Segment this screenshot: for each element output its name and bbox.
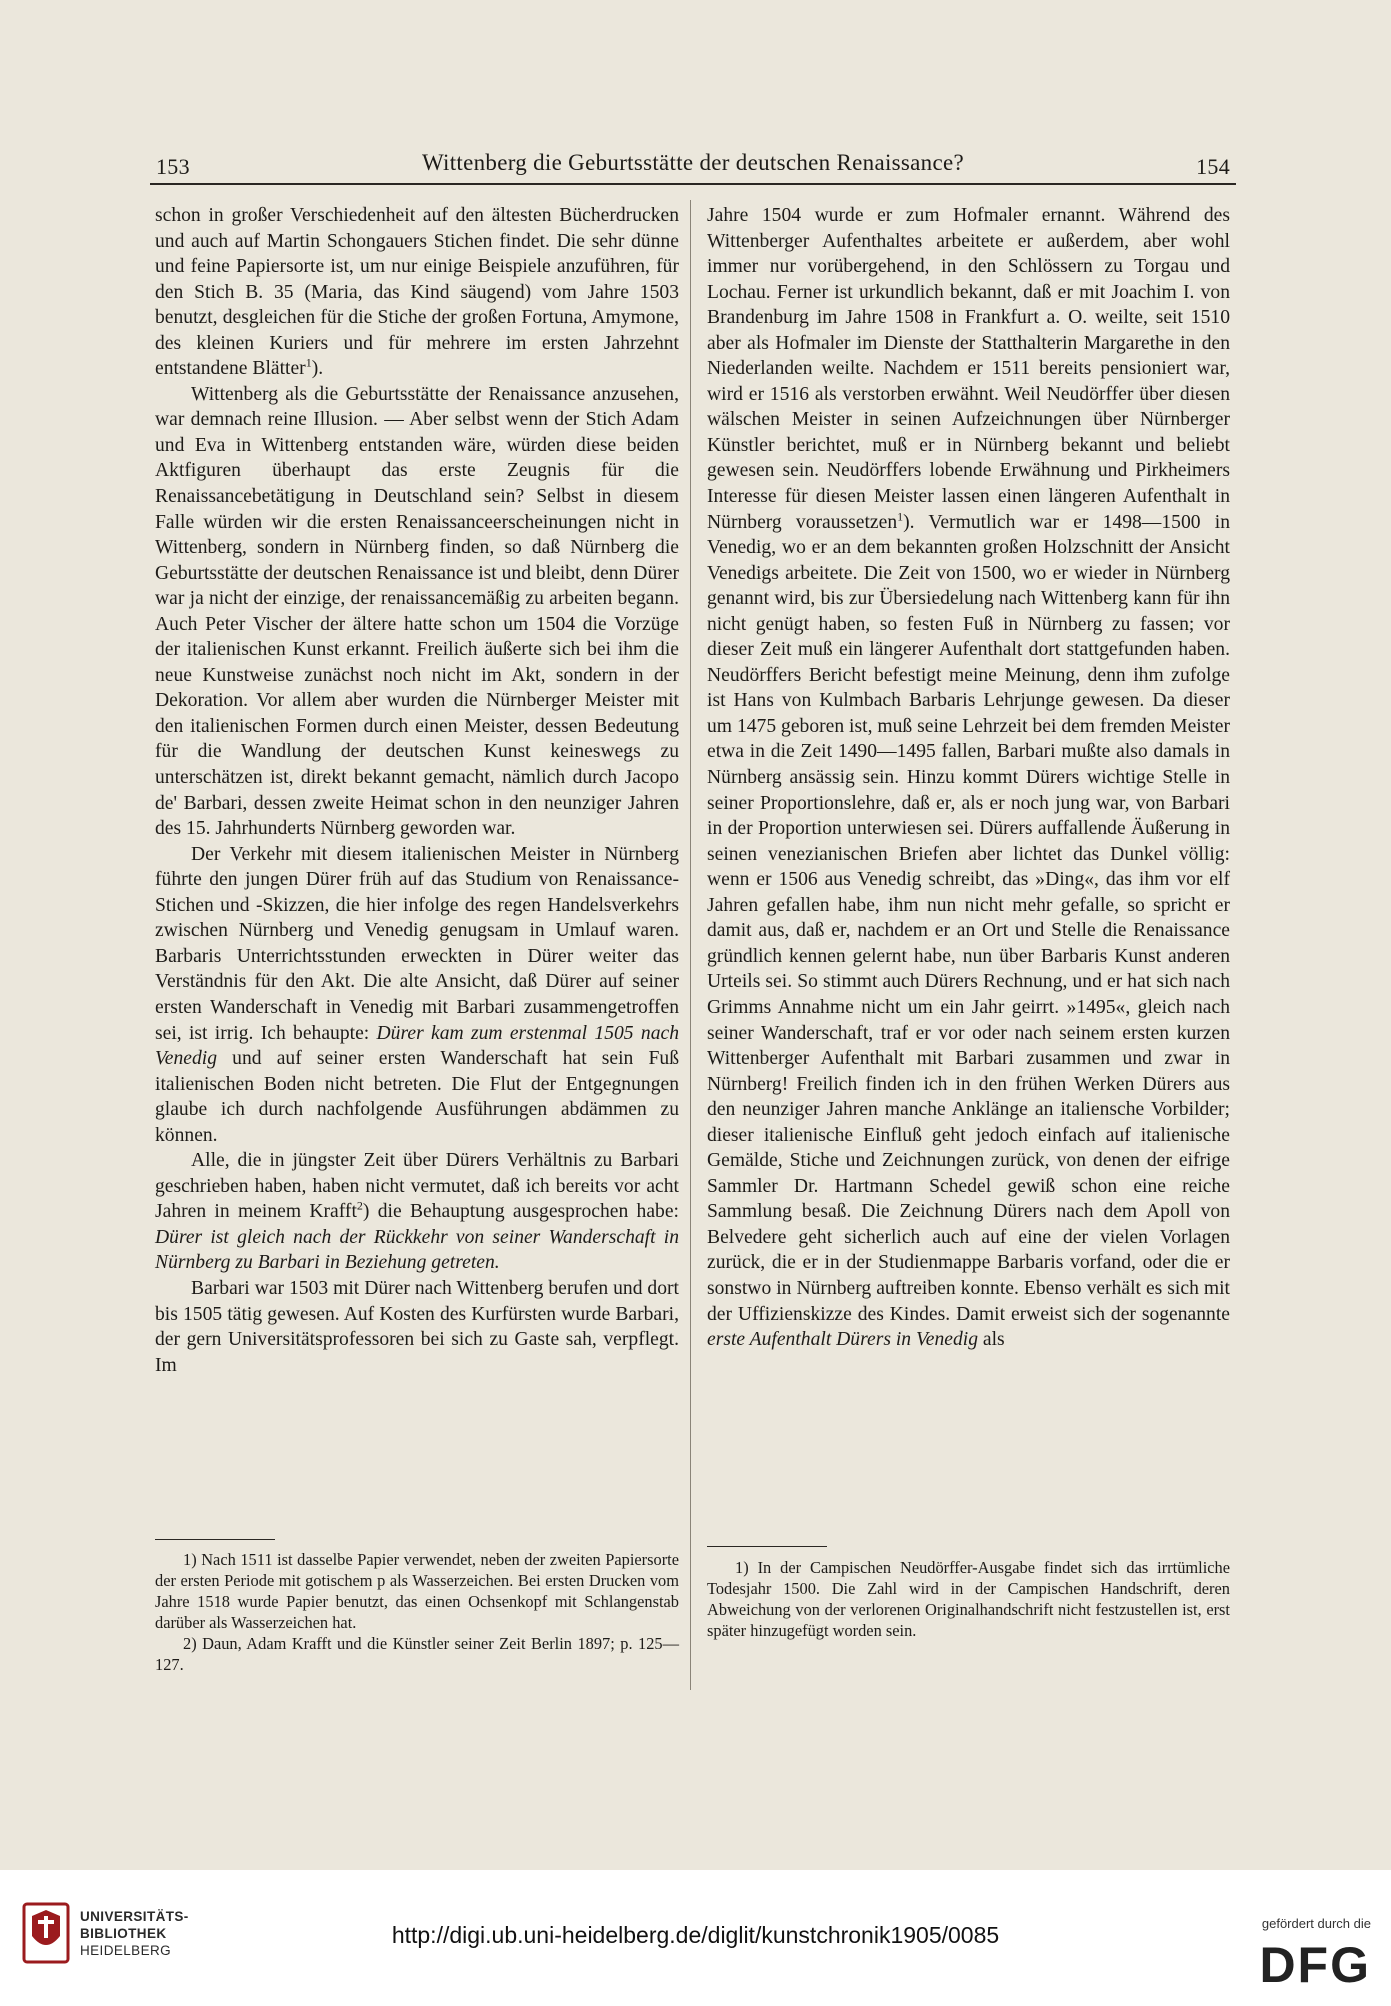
paragraph: Der Verkehr mit diesem italienischen Meister in Nürnberg führte den jungen Dürer früh auf das Studium von Renaissance-Stichen und -Skizzen, die hier infolge des regen Handelsverkehrs zwischen Nürnberg und Venedig genugsam in Umlauf waren. Barbaris Unterrichtsstunden erweckten in Dürer weiter das Verständnis für den Akt. Die alte Ansicht, daß Dürer auf seiner ersten Wanderschaft in Venedig mit Barbari zusammengetroffen sei, ist irrig. Ich behaupte: Dürer kam zum erstenmal 1505 nach Venedig und auf seiner ersten Wanderschaft hat sein Fuß italienischen Boden nicht betreten. Die Flut der Entgegnungen glaube ich durch nachfolgende Ausführungen abdämmen zu können.: [155, 843, 679, 1146]
emphasis: Dürer kam zum erstenmal 1505 nach Venedig: [155, 1022, 679, 1070]
footnotes-right: [707, 1557, 1230, 1641]
library-name: UNIVERSITÄTS- BIBLIOTHEK HEIDELBERG: [80, 1909, 189, 1958]
paragraph: Barbari war 1503 mit Dürer nach Wittenberg berufen und dort bis 1505 tätig gewesen. Auf Kosten des Kurfürsten wurde Barbari, der gern Universitätsprofessoren bei sich zu Gaste sah, verpflegt. Im: [155, 1277, 679, 1376]
footnote: 1) Nach 1511 ist dasselbe Papier verwendet, neben der zweiten Papiersorte der ersten Periode mit gotischem p als Wasserzeichen. Bei ersten Drucken vom Jahre 1518 wurde Papier benutzt, das einen Ochsenkopf mit Schlangenstab darüber als Wasserzeichen hat.: [155, 1550, 679, 1632]
left-column: [155, 203, 679, 1378]
paragraph: Alle, die in jüngster Zeit über Dürers Verhältnis zu Barbari geschrieben haben, haben nicht vermutet, daß ich bereits vor acht Jahren in meinem Krafft$^2$) die Behauptung ausgesprochen habe: Dürer ist gleich nach der Rückkehr von seiner Wanderschaft in Nürnberg zu Barbari in Beziehung getreten.: [155, 1150, 679, 1274]
paragraph: Jahre 1504 wurde er zum Hofmaler ernannt. Während des Wittenberger Aufenthaltes arbeitete er außerdem, aber wohl immer nur vorübergehend, in den Schlössern zu Torgau und Lochau. Ferner ist urkundlich bekannt, daß er mit Joachim I. von Brandenburg im Jahre 1508 in Frankfurt a. O. weilte, seit 1510 aber als Hofmaler im Dienste der Statthalterin Margarethe in den Niederlanden weilte. Nachdem er 1511 bereits pensioniert war, wird er 1516 als verstorben erwähnt. Weil Neudörffer über diesen wälschen Meister in seinen Aufzeichnungen über Nürnberger Künstler berichtet, muß er in Nürnberg bekannt und beliebt gewesen sein. Neudörffers lobende Erwähnung und Pirkheimers Interesse für diesen Meister lassen einen längeren Aufenthalt in Nürnberg voraussetzen$^1$). Vermutlich war er 1498—1500 in Venedig, wo er an dem bekannten großen Holzschnitt der Ansicht Venedigs arbeitete. Die Zeit von 1500, wo er wieder in Nürnberg genannt wird, bis zur Übersiedelung nach Wittenberg kann für ihn nicht genügt haben, so festen Fuß in Nürnberg zu fassen; vor dieser Zeit muß ein längerer Aufenthalt dort stattgefunden haben. Neudörffers Bericht befestigt meine Meinung, denn ihm zufolge ist Hans von Kulmbach Barbaris Lehrjunge gewesen. Da dieser um 1475 geboren ist, muß seine Lehrzeit bei dem fremden Meister etwa in die Zeit 1490—1495 fallen, Barbari mußte also damals in Nürnberg ansässig sein. Hinzu kommt Dürers wichtige Stelle in seiner Proportionslehre, daß er, als er noch jung war, von Barbari in der Proportion unterwiesen sei. Dürers auffallende Äußerung in seinen venezianischen Briefen aber lichtet das Dunkel völlig: wenn er 1506 aus Venedig schreibt, das »Ding«, das ihm vor elf Jahren gefallen habe, ihm nun nicht mehr gefalle, so spricht er damit aus, daß er, nachdem er an Ort und Stelle die Renaissance gründlich kennen gelernt habe, nun über Barbaris Kunst anderen Urteils sei. So stimmt auch Dürers Rechnung, und er hat sich nach Grimms Annahme nicht um ein Jahr geirrt. »1495«, gleich nach seiner Wanderschaft, traf er vor oder nach seinem ersten kurzen Wittenberger Aufenthalt mit Barbari zusammen und zwar in Nürnberg! Freilich finden ich in den frühen Werken Dürers aus den neunziger Jahren manche Anklänge an italiensche Vorbilder; dieser italienische Einfluß geht jedoch einfach auf italienische Gemälde, Stiche und Zeichnungen zurück, von denen der eifrige Sammler Dr. Hartmann Schedel gewiß schon eine reiche Sammlung besaß. Die Zeichnung Dürers nach dem Apoll von Belvedere geht sicherlich auch auf eine der vielen Vorlagen zurück, die er in der Studienmappe Barbaris vorfand, oder die er sonstwo in Nürnberg auftreiben konnte. Ebenso verhält es sich mit der Uffizienskizze des Kindes. Damit erweist sich der sogenannte erste Aufenthalt Dürers in Venedig als: [707, 205, 1230, 1351]
paragraph: Wittenberg als die Geburtsstätte der Renaissance anzusehen, war demnach reine Illusion. — Aber selbst wenn der Stich Adam und Eva in Wittenberg entstanden wäre, würden diese beiden Aktfiguren überhaupt das erste Zeugnis für die Renaissancebetätigung in Deutschland sein? Selbst in diesem Falle würden wir die ersten Renaissanceerscheinungen nicht in Wittenberg, sondern in Nürnberg finden, so daß Nürnberg die Geburtsstätte der deutschen Renaissance ist und bleibt, denn Dürer war ja nicht der einzige, der renaissancemäßig zu arbeiten begann. Auch Peter Vischer der ältere hatte schon um 1504 die Vorzüge der italienischen Kunst erkannt. Freilich äußerte sich bei ihm die neue Kunstweise zunächst noch nicht im Akt, sondern in der Dekoration. Vor allem aber wurden die Nürnberger Meister mit den italienischen Formen durch einen Meister, dessen Bedeutung für die Wandlung der deutschen Kunst keineswegs zu unterschätzen ist, direkt bekannt gemacht, nämlich durch Jacopo de' Barbari, dessen zweite Heimat schon in den neunziger Jahren des 15. Jahrhunderts Nürnberg geworden war.: [155, 383, 679, 840]
footnote: 2) Daun, Adam Krafft und die Künstler seiner Zeit Berlin 1897; p. 125—127.: [155, 1634, 679, 1674]
paragraph: schon in großer Verschiedenheit auf den ältesten Bücherdrucken und auch auf Martin Schongauers Stichen findet. Die sehr dünne und feine Papiersorte ist, um nur einige Beispiele anzuführen, für den Stich B. 35 (Maria, das Kind säugend) vom Jahre 1503 benutzt, desgleichen für die Stiche der großen Fortuna, Amymone, des kleinen Kuriers und für mehrere im ersten Jahrzehnt entstandene Blätter$^1$).: [155, 205, 679, 380]
footnote-ref: 1: [305, 355, 312, 370]
page-number-right: 154: [1196, 154, 1230, 179]
footnote: 1) In der Campischen Neudörffer-Ausgabe findet sich das irrtümliche Todesjahr 1500. Die Zahl wird in der Campischen Handschrift, deren Abweichung von der verlorenen Originalhandschrift nicht festzustellen ist, erst später hinzugefügt worden sein.: [707, 1558, 1230, 1640]
emphasis: erste Aufenthalt Dürers in Venedig: [707, 1329, 979, 1351]
footnote-rule-right: [707, 1546, 827, 1547]
digitization-footer: [0, 1870, 1391, 2006]
footnote-ref: 1: [897, 509, 904, 524]
right-column: [707, 203, 1230, 1353]
permalink-url[interactable]: http://digi.ub.uni-heidelberg.de/diglit/kunstchronik1905/0085: [391, 1922, 1000, 1948]
funding-caption: gefördert durch die: [1261, 1916, 1371, 1931]
page-number-left: 153: [156, 154, 190, 179]
running-head: [150, 150, 1236, 184]
running-title: Wittenberg die Geburtsstätte der deutschen Renaissance?: [421, 150, 965, 175]
emphasis: Dürer ist gleich nach der Rückkehr von seiner Wanderschaft in Nürnberg zu Barbari in Beziehung getreten.: [155, 1226, 679, 1274]
footnote-ref: 2: [356, 1198, 363, 1213]
dfg-logo: DFG: [1259, 1937, 1371, 1993]
footnotes-left: [155, 1549, 679, 1675]
column-divider: [690, 200, 691, 1690]
header-rule: [150, 183, 1236, 185]
footnote-rule-left: [155, 1539, 275, 1540]
